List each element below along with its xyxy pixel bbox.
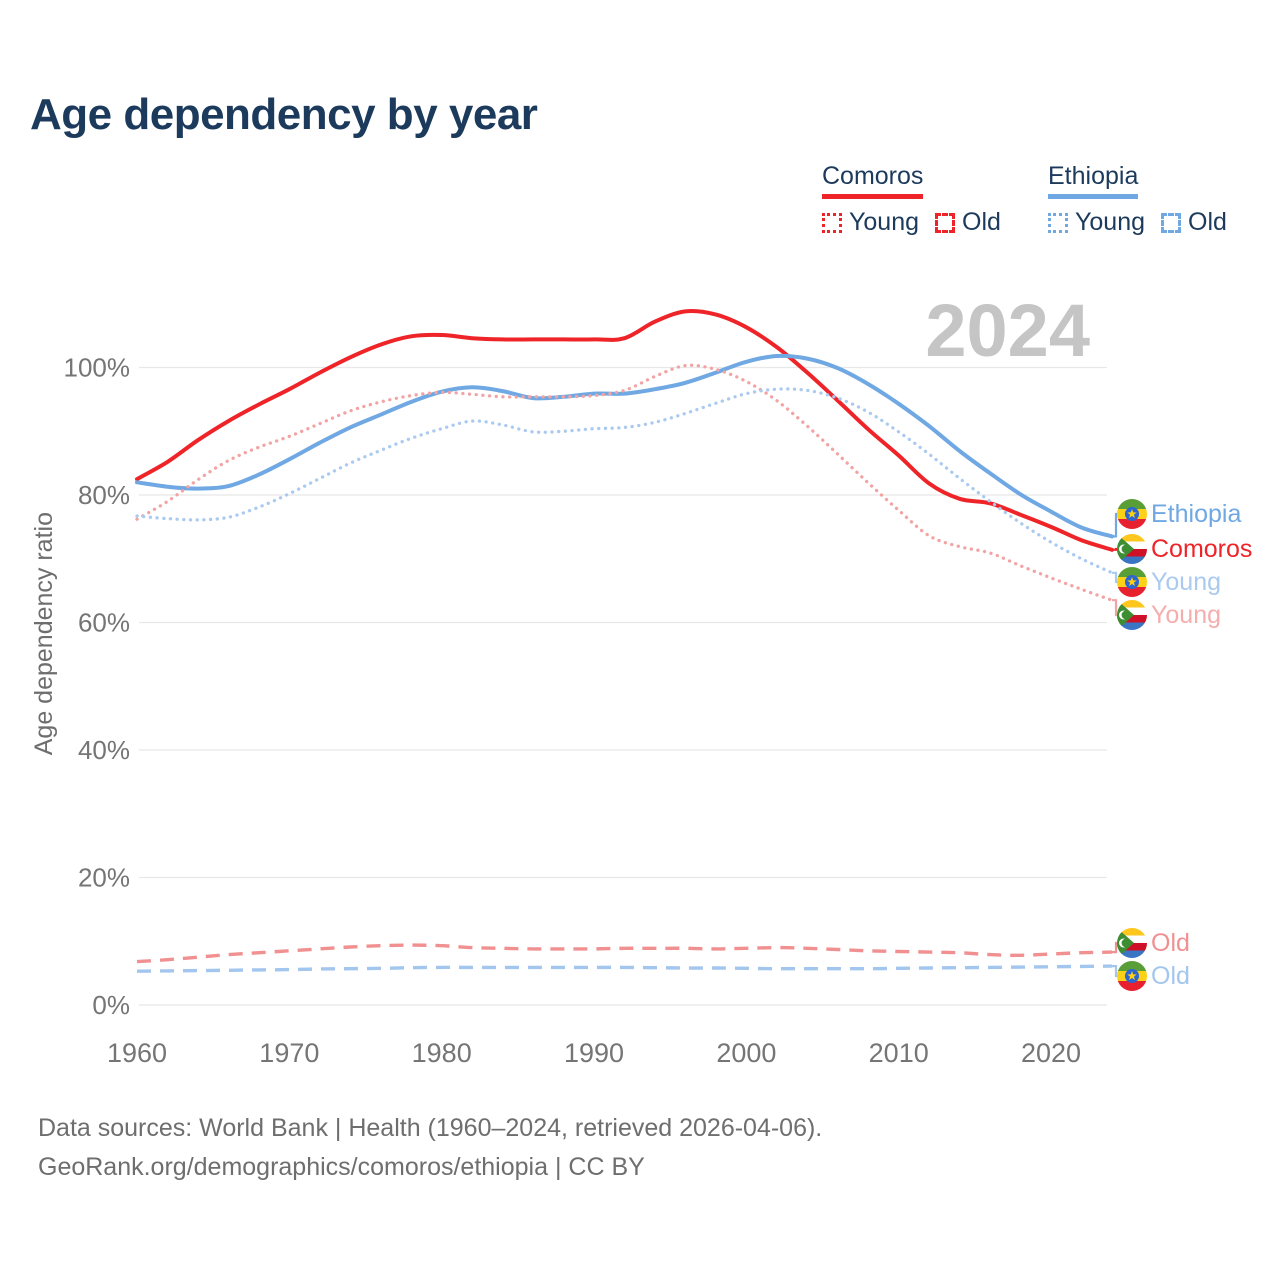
- series-end-label-ethiopia-total[interactable]: [1117, 499, 1241, 529]
- y-tick-label-20: 20%: [77, 862, 130, 893]
- x-tick-label-2010: 2010: [868, 1038, 929, 1068]
- ethiopia-flag-icon: [1117, 499, 1147, 529]
- legend-label-comoros-old[interactable]: Old: [962, 208, 1001, 236]
- x-tick-label-1990: 1990: [563, 1038, 625, 1068]
- ethiopia-flag-icon: [1117, 961, 1147, 991]
- comoros-flag-icon: [1117, 928, 1147, 958]
- series-end-label-comoros-young[interactable]: [1117, 600, 1221, 630]
- x-tick-label-2020: 2020: [1021, 1038, 1082, 1068]
- footer: [38, 1109, 822, 1187]
- y-tick-label-0: 0%: [92, 990, 130, 1020]
- y-tick-label-100: 100%: [63, 352, 130, 383]
- legend-label-comoros-young[interactable]: Young: [849, 208, 919, 236]
- page-title: Age dependency by year: [30, 90, 538, 139]
- series-comoros-total-line[interactable]: [137, 311, 1112, 550]
- series-end-label-text: Comoros: [1151, 534, 1253, 563]
- footer-attribution: GeoRank.org/demographics/comoros/ethiopia | CC BY: [38, 1153, 645, 1181]
- ethiopia-flag-icon: [1117, 567, 1147, 597]
- legend-label-ethiopia-old[interactable]: Old: [1188, 208, 1227, 236]
- series-end-label-comoros-old[interactable]: [1117, 928, 1190, 958]
- series-end-label-text: Young: [1151, 567, 1221, 596]
- y-tick-label-80: 80%: [77, 480, 130, 510]
- series-end-label-text: Young: [1151, 600, 1221, 629]
- series-comoros-old-line[interactable]: [137, 945, 1112, 962]
- x-tick-label-2000: 2000: [716, 1038, 777, 1068]
- series-end-label-ethiopia-young[interactable]: [1117, 567, 1221, 597]
- legend-title-comoros[interactable]: Comoros: [822, 162, 923, 199]
- y-axis-title: Age dependency ratio: [30, 512, 58, 756]
- series-end-label-text: Old: [1151, 928, 1190, 957]
- series-end-label-text: Ethiopia: [1151, 499, 1242, 528]
- series-ethiopia-old-line[interactable]: [137, 966, 1112, 971]
- x-tick-label-1980: 1980: [411, 1038, 472, 1068]
- y-tick-label-40: 40%: [77, 735, 130, 765]
- series-ethiopia-young-line[interactable]: [137, 389, 1112, 573]
- footer-data-sources: Data sources: World Bank | Health (1960–2024, retrieved 2026-04-06).: [38, 1114, 823, 1142]
- series-end-label-ethiopia-old[interactable]: [1117, 961, 1190, 991]
- comoros-flag-icon: [1117, 600, 1147, 630]
- series-end-label-comoros-total[interactable]: [1117, 534, 1252, 564]
- legend-label-ethiopia-young[interactable]: Young: [1075, 208, 1145, 236]
- current-year-watermark: 2024: [925, 289, 1090, 372]
- series-comoros-young-line[interactable]: [137, 365, 1112, 600]
- y-tick-label-60: 60%: [77, 607, 130, 638]
- legend-title-ethiopia[interactable]: Ethiopia: [1048, 162, 1138, 199]
- x-tick-label-1960: 1960: [106, 1038, 168, 1068]
- x-tick-label-1970: 1970: [259, 1038, 320, 1068]
- series-ethiopia-total-line[interactable]: [137, 356, 1112, 537]
- comoros-flag-icon: [1117, 534, 1147, 564]
- series-end-label-text: Old: [1151, 961, 1190, 990]
